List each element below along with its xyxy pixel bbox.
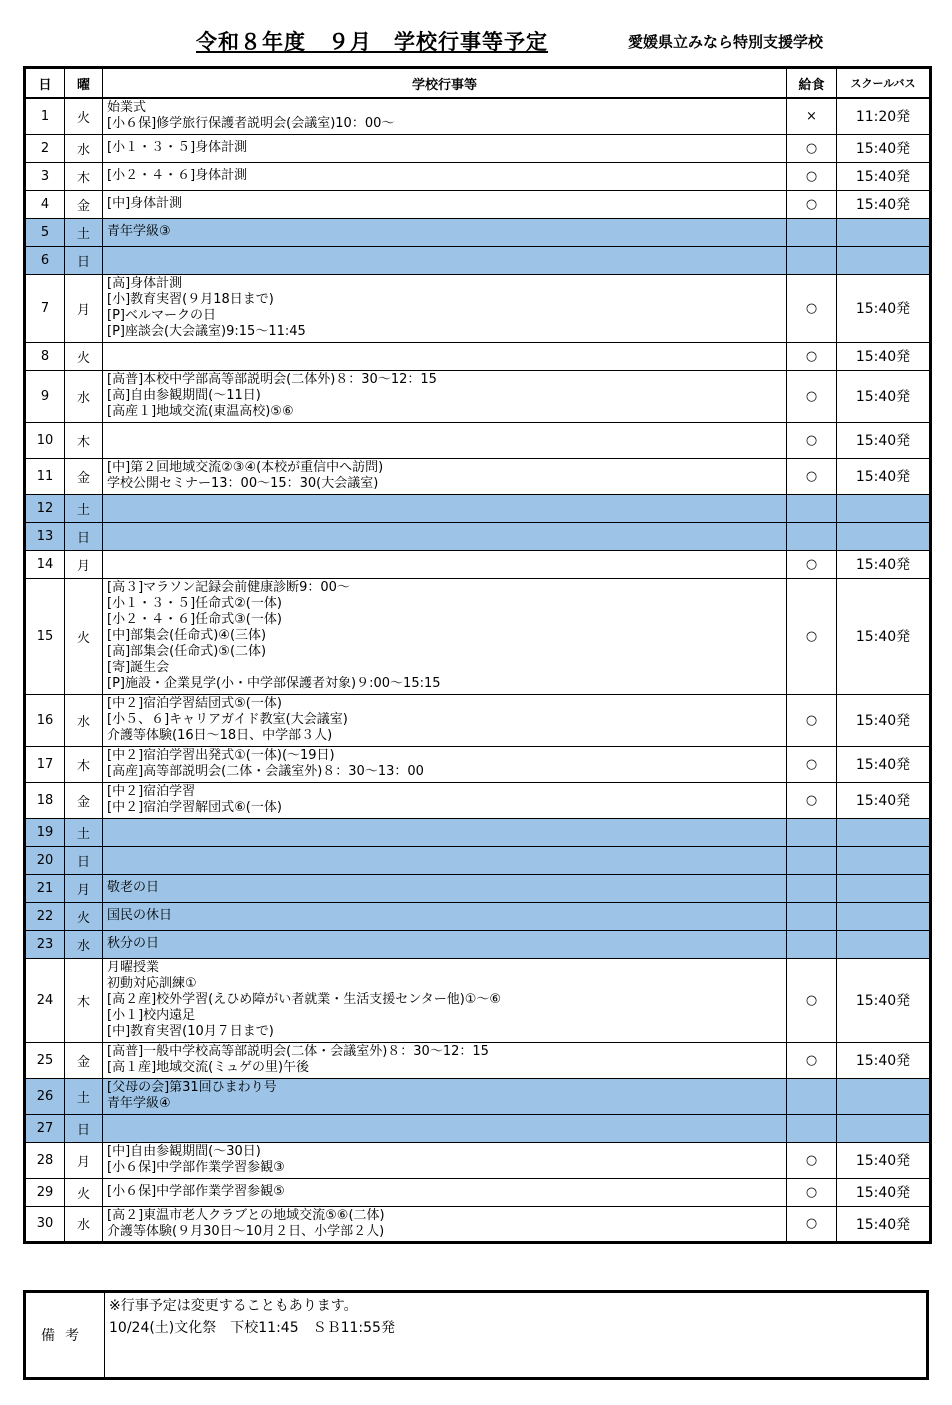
event-line: [小２・４・６]身体計測 — [107, 168, 248, 183]
day-cell: 9 — [25, 370, 65, 422]
notes-line: 10/24(土)文化祭 下校11:45 ＳＢ11:55発 — [109, 1320, 395, 1336]
day-cell: 30 — [25, 1206, 65, 1242]
table-row — [25, 458, 931, 494]
bus-cell: 15:40発 — [837, 162, 931, 190]
bus-cell — [837, 818, 931, 846]
lunch-cell — [787, 818, 837, 846]
day-cell: 5 — [25, 218, 65, 246]
lunch-cell — [787, 246, 837, 274]
table-row — [25, 246, 931, 274]
lunch-cell: ○ — [787, 550, 837, 578]
day-cell: 29 — [25, 1178, 65, 1206]
bus-cell: 15:40発 — [837, 694, 931, 746]
lunch-cell: × — [787, 98, 837, 134]
bus-cell — [837, 930, 931, 958]
events-cell — [103, 218, 787, 246]
table-row — [25, 1042, 931, 1078]
bus-cell: 15:40発 — [837, 578, 931, 694]
col-lunch-header: 給食 — [787, 68, 837, 99]
lunch-cell: ○ — [787, 1206, 837, 1242]
lunch-cell — [787, 1078, 837, 1114]
weekday-cell: 月 — [65, 1142, 103, 1178]
notes-table — [23, 1290, 929, 1380]
weekday-cell: 金 — [65, 190, 103, 218]
weekday-cell: 火 — [65, 902, 103, 930]
weekday-cell: 水 — [65, 930, 103, 958]
weekday-cell: 土 — [65, 818, 103, 846]
day-cell: 13 — [25, 522, 65, 550]
lunch-cell — [787, 930, 837, 958]
event-line: [中]身体計測 — [107, 196, 183, 211]
lunch-cell — [787, 902, 837, 930]
event-line: [中]第２回地域交流②③④(本校が重信中へ訪問) — [107, 460, 384, 475]
weekday-cell: 月 — [65, 274, 103, 342]
lunch-cell: ○ — [787, 342, 837, 370]
day-cell: 23 — [25, 930, 65, 958]
events-cell — [103, 550, 787, 578]
events-cell — [103, 1178, 787, 1206]
day-cell: 1 — [25, 98, 65, 134]
weekday-cell: 金 — [65, 782, 103, 818]
event-line: [高２産]校外学習(えひめ障がい者就業・生活支援センター他)①～⑥ — [107, 992, 502, 1007]
event-line: [高産１]地域交流(東温高校)⑤⑥ — [107, 404, 294, 419]
lunch-cell — [787, 494, 837, 522]
event-line: 介護等体験(16日～18日、中学部３人) — [107, 728, 333, 743]
bus-cell: 15:40発 — [837, 550, 931, 578]
events-cell — [103, 98, 787, 134]
lunch-cell: ○ — [787, 1142, 837, 1178]
page-header — [0, 22, 952, 56]
weekday-cell: 火 — [65, 342, 103, 370]
event-line: [中２]宿泊学習解団式⑥(一体) — [107, 800, 282, 815]
weekday-cell: 日 — [65, 846, 103, 874]
bus-cell: 15:40発 — [837, 958, 931, 1042]
table-row — [25, 930, 931, 958]
weekday-cell: 土 — [65, 218, 103, 246]
notes-label: 備考 — [25, 1292, 105, 1379]
table-row — [25, 874, 931, 902]
day-cell: 4 — [25, 190, 65, 218]
event-line: [小２・４・６]任命式③(一体) — [107, 612, 282, 627]
schedule-table — [23, 66, 932, 1244]
event-line: [高２]東温市老人クラブとの地域交流⑤⑥(二体) — [107, 1207, 385, 1223]
event-line: [高産]高等部説明会(二体・会議室外)８：30～13：00 — [107, 764, 424, 779]
bus-cell — [837, 874, 931, 902]
bus-cell: 15:40発 — [837, 746, 931, 782]
table-row — [25, 902, 931, 930]
day-cell: 16 — [25, 694, 65, 746]
event-line: [小１]校内遠足 — [107, 1008, 196, 1023]
day-cell: 3 — [25, 162, 65, 190]
weekday-cell: 土 — [65, 1078, 103, 1114]
events-cell — [103, 134, 787, 162]
event-line: [高]部集会(任命式)⑤(二体) — [107, 644, 267, 659]
event-line: [中]部集会(任命式)④(三体) — [107, 628, 267, 643]
event-line: [高]身体計測 — [107, 276, 183, 291]
day-cell: 17 — [25, 746, 65, 782]
day-cell: 19 — [25, 818, 65, 846]
event-line: 介護等体験(９月30日～10月２日、小学部２人) — [107, 1223, 385, 1239]
table-row — [25, 1178, 931, 1206]
day-cell: 22 — [25, 902, 65, 930]
day-cell: 10 — [25, 422, 65, 458]
lunch-cell: ○ — [787, 578, 837, 694]
weekday-cell: 水 — [65, 370, 103, 422]
lunch-cell: ○ — [787, 958, 837, 1042]
events-cell — [103, 1114, 787, 1142]
events-cell — [103, 1078, 787, 1114]
weekday-cell: 金 — [65, 458, 103, 494]
event-line: [小６保]中学部作業学習参観⑤ — [107, 1184, 285, 1199]
events-cell — [103, 342, 787, 370]
day-cell: 8 — [25, 342, 65, 370]
lunch-cell — [787, 874, 837, 902]
events-cell — [103, 1042, 787, 1078]
event-line: [小６保]修学旅行保護者説明会(会議室)10：00～ — [107, 116, 395, 132]
event-line: 青年学級④ — [107, 1096, 171, 1111]
table-row — [25, 746, 931, 782]
lunch-cell: ○ — [787, 1042, 837, 1078]
bus-cell — [837, 846, 931, 874]
lunch-cell: ○ — [787, 190, 837, 218]
events-cell — [103, 190, 787, 218]
day-cell: 7 — [25, 274, 65, 342]
event-line: [高普]一般中学校高等部説明会(二体・会議室外)８：30～12：15 — [107, 1044, 489, 1059]
bus-cell: 15:40発 — [837, 782, 931, 818]
events-cell — [103, 694, 787, 746]
table-row — [25, 162, 931, 190]
weekday-cell: 木 — [65, 162, 103, 190]
events-cell — [103, 746, 787, 782]
weekday-cell: 火 — [65, 578, 103, 694]
notes-text — [105, 1292, 928, 1379]
table-row — [25, 782, 931, 818]
lunch-cell: ○ — [787, 422, 837, 458]
day-cell: 28 — [25, 1142, 65, 1178]
event-line: [中]自由参観期間(～30日) — [107, 1144, 261, 1159]
event-line: [小１・３・５]任命式②(一体) — [107, 596, 282, 611]
lunch-cell: ○ — [787, 694, 837, 746]
day-cell: 12 — [25, 494, 65, 522]
table-row — [25, 846, 931, 874]
bus-cell: 15:40発 — [837, 274, 931, 342]
day-cell: 25 — [25, 1042, 65, 1078]
event-line: [中２]宿泊学習出発式①(一体)(～19日) — [107, 748, 335, 763]
table-row — [25, 98, 931, 134]
event-line: 月曜授業 — [107, 960, 160, 975]
event-line: [中]教育実習(10月７日まで) — [107, 1024, 274, 1039]
bus-cell: 15:40発 — [837, 1142, 931, 1178]
lunch-cell — [787, 1114, 837, 1142]
event-line: [小６保]中学部作業学習参観③ — [107, 1160, 285, 1175]
table-row — [25, 494, 931, 522]
bus-cell — [837, 902, 931, 930]
bus-cell: 15:40発 — [837, 1206, 931, 1242]
bus-cell — [837, 1114, 931, 1142]
weekday-cell: 木 — [65, 958, 103, 1042]
weekday-cell: 土 — [65, 494, 103, 522]
event-line: [寄]誕生会 — [107, 660, 170, 675]
events-cell — [103, 818, 787, 846]
event-line: [父母の会]第31回ひまわり号 — [107, 1080, 277, 1095]
events-cell — [103, 494, 787, 522]
table-row — [25, 818, 931, 846]
table-row — [25, 522, 931, 550]
day-cell: 11 — [25, 458, 65, 494]
event-line: 始業式 — [107, 100, 147, 116]
weekday-cell: 水 — [65, 1206, 103, 1242]
table-row — [25, 134, 931, 162]
events-cell — [103, 902, 787, 930]
weekday-cell: 水 — [65, 694, 103, 746]
day-cell: 18 — [25, 782, 65, 818]
lunch-cell: ○ — [787, 782, 837, 818]
table-header-row — [25, 68, 931, 99]
events-cell — [103, 274, 787, 342]
event-line: [高普]本校中学部高等部説明会(二体外)８：30～12：15 — [107, 372, 437, 387]
day-cell: 2 — [25, 134, 65, 162]
table-row — [25, 190, 931, 218]
day-cell: 27 — [25, 1114, 65, 1142]
event-line: [小５、６]キャリアガイド教室(大会議室) — [107, 712, 348, 727]
day-cell: 15 — [25, 578, 65, 694]
event-line: [P]座談会(大会議室)9:15～11:45 — [107, 324, 306, 339]
lunch-cell: ○ — [787, 370, 837, 422]
weekday-cell: 金 — [65, 1042, 103, 1078]
bus-cell: 15:40発 — [837, 190, 931, 218]
events-cell — [103, 958, 787, 1042]
day-cell: 21 — [25, 874, 65, 902]
bus-cell — [837, 246, 931, 274]
event-line: 初動対応訓練① — [107, 976, 197, 991]
event-line: 青年学級③ — [107, 224, 171, 239]
table-row — [25, 578, 931, 694]
bus-cell — [837, 218, 931, 246]
bus-cell: 15:40発 — [837, 370, 931, 422]
event-line: [中２]宿泊学習結団式⑤(一体) — [107, 696, 282, 711]
event-line: 学校公開セミナー13：00～15：30(大会議室) — [107, 476, 379, 491]
table-row — [25, 550, 931, 578]
event-line: [中２]宿泊学習 — [107, 784, 196, 799]
table-row — [25, 694, 931, 746]
event-line: 国民の休日 — [107, 908, 173, 923]
event-line: [P]ベルマークの日 — [107, 308, 216, 323]
table-row — [25, 1114, 931, 1142]
day-cell: 20 — [25, 846, 65, 874]
table-row — [25, 422, 931, 458]
events-cell — [103, 1142, 787, 1178]
weekday-cell: 日 — [65, 246, 103, 274]
table-row — [25, 1078, 931, 1114]
bus-cell: 15:40発 — [837, 1042, 931, 1078]
event-line: [P]施設・企業見学(小・中学部保護者対象)９:00～15:15 — [107, 676, 441, 691]
table-row — [25, 218, 931, 246]
table-row — [25, 274, 931, 342]
lunch-cell: ○ — [787, 274, 837, 342]
bus-cell: 15:40発 — [837, 422, 931, 458]
lunch-cell — [787, 218, 837, 246]
weekday-cell: 火 — [65, 1178, 103, 1206]
events-cell — [103, 578, 787, 694]
events-cell — [103, 874, 787, 902]
table-row — [25, 370, 931, 422]
events-cell — [103, 846, 787, 874]
events-cell — [103, 522, 787, 550]
weekday-cell: 水 — [65, 134, 103, 162]
event-line: [小１・３・５]身体計測 — [107, 140, 248, 155]
day-cell: 24 — [25, 958, 65, 1042]
bus-cell — [837, 494, 931, 522]
table-row — [25, 958, 931, 1042]
lunch-cell: ○ — [787, 1178, 837, 1206]
bus-cell — [837, 1078, 931, 1114]
bus-cell: 15:40発 — [837, 342, 931, 370]
table-row — [25, 342, 931, 370]
lunch-cell — [787, 846, 837, 874]
notes-line: ※行事予定は変更することもあります。 — [109, 1298, 358, 1314]
bus-cell: 15:40発 — [837, 458, 931, 494]
lunch-cell — [787, 522, 837, 550]
weekday-cell: 火 — [65, 98, 103, 134]
lunch-cell: ○ — [787, 746, 837, 782]
event-line: 秋分の日 — [107, 936, 160, 951]
day-cell: 6 — [25, 246, 65, 274]
col-weekday-header: 曜 — [65, 68, 103, 99]
weekday-cell: 木 — [65, 746, 103, 782]
col-events-header: 学校行事等 — [103, 68, 787, 99]
lunch-cell: ○ — [787, 134, 837, 162]
table-row — [25, 1206, 931, 1242]
weekday-cell: 日 — [65, 1114, 103, 1142]
event-line: 敬老の日 — [107, 880, 160, 895]
events-cell — [103, 246, 787, 274]
weekday-cell: 日 — [65, 522, 103, 550]
events-cell — [103, 458, 787, 494]
event-line: [高]自由参観期間(～11日) — [107, 388, 261, 403]
col-day-header: 日 — [25, 68, 65, 99]
bus-cell: 15:40発 — [837, 1178, 931, 1206]
events-cell — [103, 422, 787, 458]
table-row — [25, 1142, 931, 1178]
bus-cell: 11:20発 — [837, 98, 931, 134]
events-cell — [103, 370, 787, 422]
page-title: 令和８年度 ９月 学校行事等予定 — [196, 30, 548, 54]
day-cell: 26 — [25, 1078, 65, 1114]
event-line: [高１産]地域交流(ミュゲの里)午後 — [107, 1060, 310, 1075]
weekday-cell: 木 — [65, 422, 103, 458]
events-cell — [103, 930, 787, 958]
col-bus-header: スクールバス — [837, 68, 931, 99]
school-name: 愛媛県立みなら特別支援学校 — [628, 33, 824, 51]
bus-cell — [837, 522, 931, 550]
schedule-body — [25, 98, 931, 1242]
weekday-cell: 月 — [65, 874, 103, 902]
weekday-cell: 月 — [65, 550, 103, 578]
events-cell — [103, 162, 787, 190]
bus-cell: 15:40発 — [837, 134, 931, 162]
event-line: [高３]マラソン記録会前健康診断9：00～ — [107, 580, 350, 595]
day-cell: 14 — [25, 550, 65, 578]
events-cell — [103, 1206, 787, 1242]
event-line: [小]教育実習(９月18日まで) — [107, 292, 274, 307]
events-cell — [103, 782, 787, 818]
lunch-cell: ○ — [787, 162, 837, 190]
lunch-cell: ○ — [787, 458, 837, 494]
